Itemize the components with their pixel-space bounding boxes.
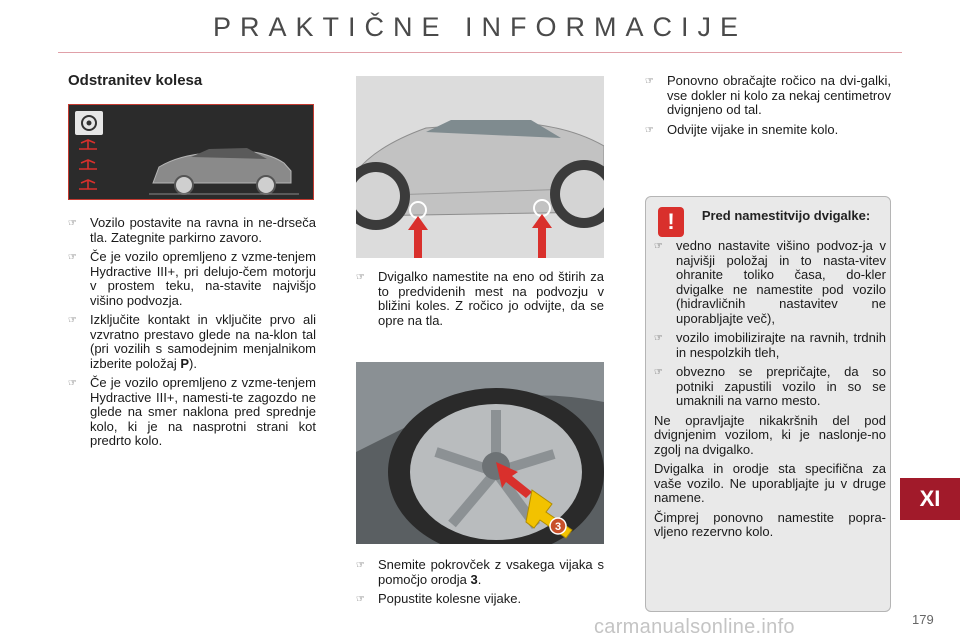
column2-instructions-top bbox=[356, 270, 604, 333]
pointing-hand-icon: ☞ bbox=[68, 218, 77, 229]
warning-paragraph: Dvigalka in orodje sta specifična za vaše vozilo. Ne uporabljajte ju v druge namene. bbox=[654, 461, 886, 505]
pointing-hand-icon: ☞ bbox=[356, 594, 365, 605]
suspension-normal-icon bbox=[79, 160, 97, 169]
list-item: ☞ Vozilo postavite na ravna in ne-drseča tla. Zategnite parkirno zavoro. bbox=[68, 215, 316, 245]
list-item: ☞ Ponovno obračajte ročico na dvi-galki, vse dokler ni kolo za nekaj centimetrov dvignjeno od tal. bbox=[645, 73, 891, 117]
section-heading: Odstranitev kolesa bbox=[68, 72, 203, 89]
pointing-hand-icon: ☞ bbox=[68, 315, 77, 326]
suspension-high-icon bbox=[79, 140, 97, 149]
column3-instructions bbox=[645, 74, 891, 143]
column1-instructions bbox=[68, 216, 316, 454]
tool-callout-number: 3 bbox=[554, 521, 562, 533]
chapter-tab[interactable]: XI bbox=[900, 478, 960, 520]
pointing-hand-icon: ☞ bbox=[654, 367, 663, 378]
column2-instructions-bottom bbox=[356, 558, 604, 613]
list-item: ☞ Popustite kolesne vijake. bbox=[356, 591, 522, 606]
car-jack-points-photo bbox=[356, 76, 604, 258]
pointing-hand-icon: ☞ bbox=[356, 272, 365, 283]
warning-paragraph: Ne opravljajte nikakršnih del pod dvignjenim vozilom, ki je naslonje-no zgolj na dvigalko. bbox=[654, 412, 886, 457]
list-item: ☞ Če je vozilo opremljeno z vzme-tenjem Hydractive III+, namesti-te zagozdo ne glede na smer naklona pred sprednje kolo, ki je na nasprotni strani kot predrto kolo. bbox=[68, 375, 316, 448]
warning-icon: ! bbox=[658, 207, 684, 237]
list-item: ☞ Odvijte vijake in snemite kolo. bbox=[645, 121, 839, 137]
car-silhouette-icon bbox=[149, 148, 299, 194]
pointing-hand-icon: ☞ bbox=[654, 333, 663, 344]
page-title: PRAKTIČNE INFORMACIJE bbox=[212, 12, 748, 42]
warning-box bbox=[645, 196, 891, 612]
pointing-hand-icon: ☞ bbox=[68, 378, 77, 389]
pointing-hand-icon: ☞ bbox=[68, 252, 77, 263]
warning-paragraph: Čimprej ponovno namestite popra-vljeno rezervno kolo. bbox=[654, 509, 886, 539]
list-item: ☞ Snemite pokrovček z vsakega vijaka s pomočjo orodja 3. bbox=[356, 557, 604, 587]
pointing-hand-icon: ☞ bbox=[356, 560, 365, 571]
wheel-bolt-cover-photo bbox=[356, 362, 604, 544]
list-item: ☞ vedno nastavite višino podvoz-ja v najvišji položaj in to nasta-vitev ohranite toliko časa, do-kler dvigalke ne namestite pod vozilo (hidravličnih nastavitev ne uporabljajte več), bbox=[654, 238, 886, 326]
warning-title: Pred namestitvijo dvigalke: bbox=[701, 208, 871, 223]
list-item: ☞ obvezno se prepričajte, da so potniki zapustili vozilo in so se umaknili na varno mesto. bbox=[654, 364, 886, 408]
pointing-hand-icon: ☞ bbox=[645, 124, 654, 136]
pointing-hand-icon: ☞ bbox=[654, 241, 663, 252]
title-divider bbox=[58, 52, 902, 53]
list-item: ☞ Dvigalko namestite na eno od štirih za to predvidenih mest na podvozju v bližini koles. Z ročico jo odvijte, da se opre na tla. bbox=[356, 269, 604, 328]
pointing-hand-icon: ☞ bbox=[645, 76, 654, 87]
warning-content bbox=[654, 239, 886, 545]
suspension-icon-panel bbox=[68, 104, 314, 200]
watermark: carmanualsonline.info bbox=[594, 616, 795, 638]
suspension-low-icon bbox=[79, 180, 97, 189]
suspension-panel-graphic bbox=[69, 105, 313, 199]
list-item: ☞ Izključite kontakt in vključite prvo ali vzvratno prestavo glede na na-klon tal (pri vozilih s samodejnim menjalnikom izberite položaj P). bbox=[68, 312, 316, 371]
list-item: ☞ vozilo imobilizirajte na ravnih, trdnih in nespolzkih tleh, bbox=[654, 330, 886, 360]
page-number: 179 bbox=[912, 612, 934, 627]
list-item: ☞ Če je vozilo opremljeno z vzme-tenjem Hydractive III+, pri delujo-čem motorju v prostem teku, na-stavite najvišjo višino podvozja. bbox=[68, 249, 316, 308]
